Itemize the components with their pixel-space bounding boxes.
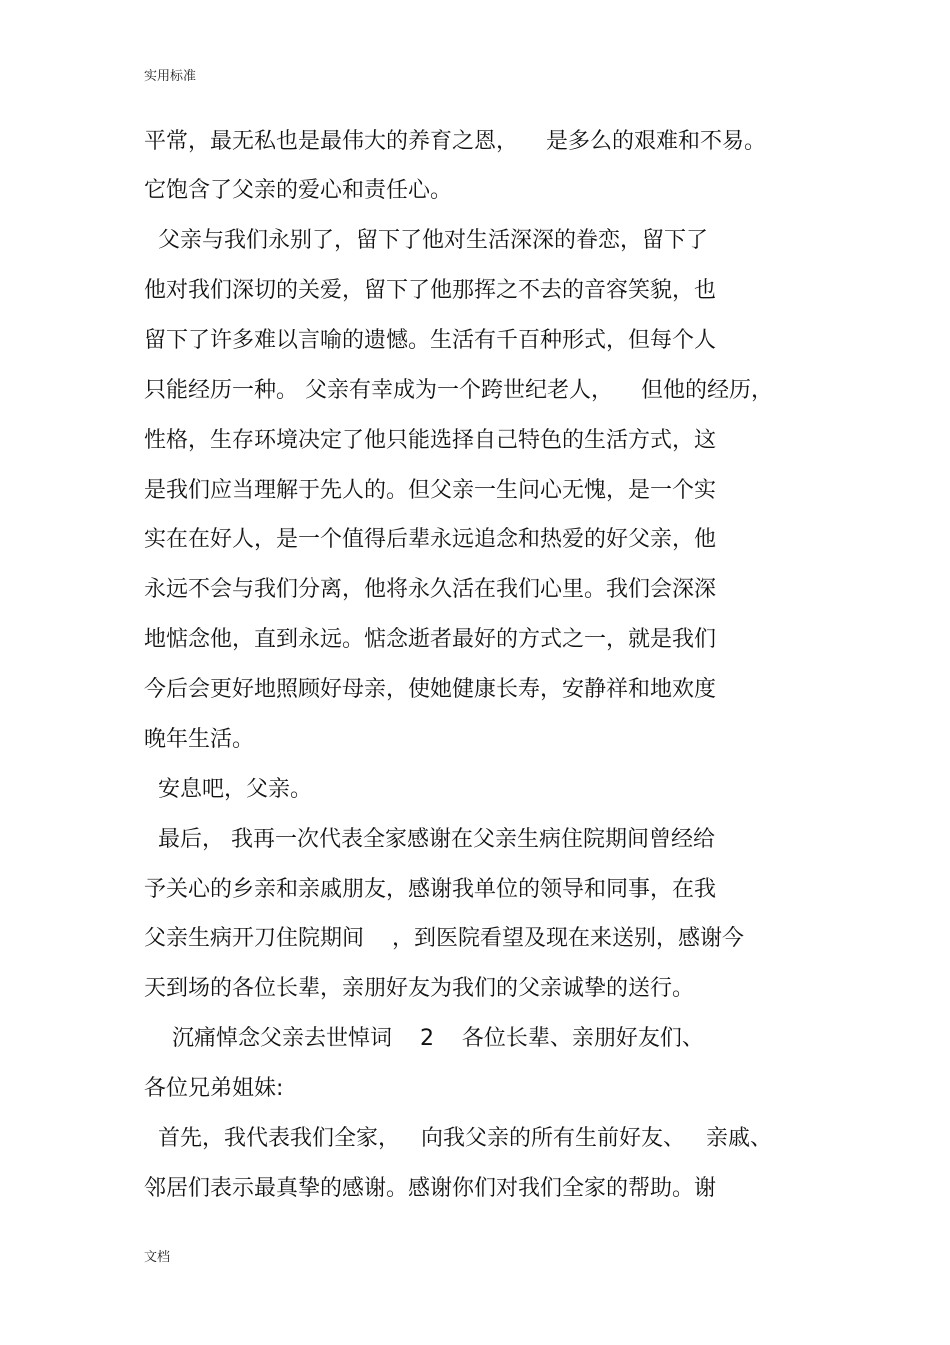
page-footer: 文档 xyxy=(144,1250,171,1265)
body-line: 平常，最无私也是最伟大的养育之恩， 是多么的艰难和不易。 xyxy=(144,129,766,154)
body-line: 实在在好人，是一个值得后辈永远追念和热爱的好父亲，他 xyxy=(144,527,717,552)
body-line: 各位兄弟姐妹: xyxy=(144,1076,284,1101)
body-line: 性格，生存环境决定了他只能选择自己特色的生活方式，这 xyxy=(144,428,717,453)
body-line: 今后会更好地照顾好母亲，使她健康长寿，安静祥和地欢度 xyxy=(144,677,717,702)
body-line: 晚年生活。 xyxy=(144,727,255,752)
body-line: 它饱含了父亲的爱心和责任心。 xyxy=(144,178,453,203)
body-line: 父亲生病开刀住院期间 ，到医院看望及现在来送别，感谢今 xyxy=(144,926,744,951)
body-line: 只能经历一种。 父亲有幸成为一个跨世纪老人， 但他的经历， xyxy=(144,378,773,403)
body-line: 首先，我代表我们全家， 向我父亲的所有生前好友、 亲戚、 xyxy=(144,1126,772,1151)
body-line: 安息吧，父亲。 xyxy=(144,777,312,802)
body-line: 沉痛悼念父亲去世悼词 2 各位长辈、亲朋好友们、 xyxy=(144,1026,704,1051)
body-line: 留下了许多难以言喻的遗憾。生活有千百种形式，但每个人 xyxy=(144,328,717,353)
body-line: 是我们应当理解于先人的。但父亲一生问心无愧，是一个实 xyxy=(144,478,717,503)
body-line: 父亲与我们永别了，留下了他对生活深深的眷恋，留下了 xyxy=(144,228,708,253)
body-line: 最后， 我再一次代表全家感谢在父亲生病住院期间曾经给 xyxy=(144,827,715,852)
body-line: 天到场的各位长辈，亲朋好友为我们的父亲诚挚的送行。 xyxy=(144,976,695,1001)
body-line: 邻居们表示最真挚的感谢。感谢你们对我们全家的帮助。谢 xyxy=(144,1176,717,1201)
body-line: 永远不会与我们分离，他将永久活在我们心里。我们会深深 xyxy=(144,577,717,602)
body-line: 地惦念他，直到永远。惦念逝者最好的方式之一，就是我们 xyxy=(144,627,717,652)
body-line: 他对我们深切的关爱，留下了他那挥之不去的音容笑貌，也 xyxy=(144,278,717,303)
page-header: 实用标准 xyxy=(144,69,197,84)
body-line: 予关心的乡亲和亲戚朋友，感谢我单位的领导和同事，在我 xyxy=(144,877,717,902)
